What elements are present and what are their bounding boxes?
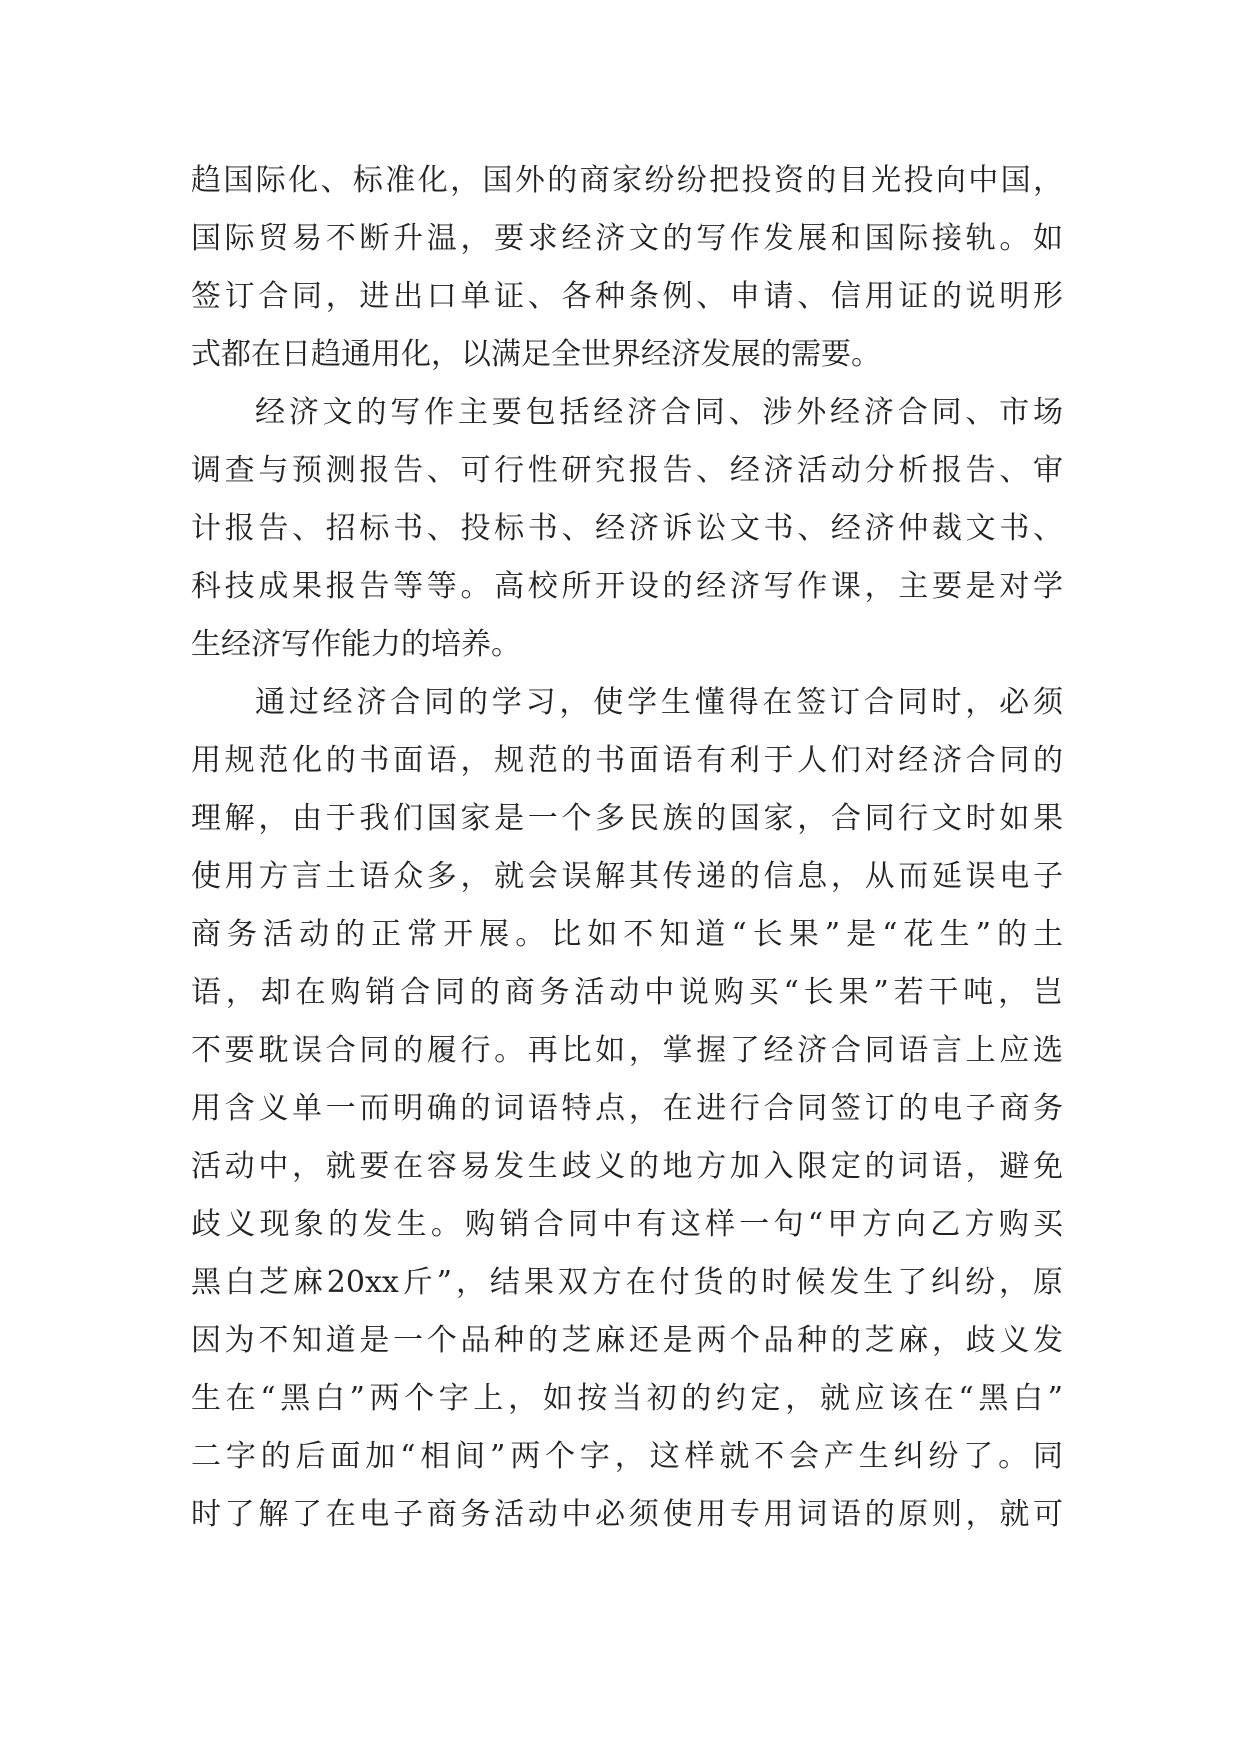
text-line: 商务活动的正常开展。比如不知道“长果”是“花生”的土	[191, 917, 1063, 952]
text-line: 生经济写作能力的培养。	[191, 627, 521, 662]
text-line: 语，却在购销合同的商务活动中说购买“长果”若干吨，岂	[191, 975, 1063, 1010]
text-line: 式都在日趋通用化，以满足全世界经济发展的需要。	[191, 337, 881, 372]
text-line: 不要耽误合同的履行。再比如，掌握了经济合同语言上应选	[191, 1033, 1063, 1068]
text-line: 生在“黑白”两个字上，如按当初的约定，就应该在“黑白”	[191, 1381, 1063, 1416]
paragraph-first-line: 通过经济合同的学习，使学生懂得在签订合同时，必须	[255, 685, 1063, 720]
text-line: 计报告、招标书、投标书、经济诉讼文书、经济仲裁文书、	[191, 511, 1063, 546]
text-line: 用规范化的书面语，规范的书面语有利于人们对经济合同的	[191, 743, 1063, 778]
text-line: 时了解了在电子商务活动中必须使用专用词语的原则，就可	[191, 1497, 1063, 1532]
text-line: 使用方言土语众多，就会误解其传递的信息，从而延误电子	[191, 859, 1063, 894]
text-line: 因为不知道是一个品种的芝麻还是两个品种的芝麻，歧义发	[191, 1323, 1063, 1358]
text-line: 签订合同，进出口单证、各种条例、申请、信用证的说明形	[191, 279, 1063, 314]
text-line: 科技成果报告等等。高校所开设的经济写作课，主要是对学	[191, 569, 1063, 604]
text-line: 黑白芝麻20xx斤”，结果双方在付货的时候发生了纠纷，原	[191, 1265, 1063, 1300]
paragraph-first-line: 经济文的写作主要包括经济合同、涉外经济合同、市场	[255, 395, 1063, 430]
text-line: 用含义单一而明确的词语特点，在进行合同签订的电子商务	[191, 1091, 1063, 1126]
text-line: 调查与预测报告、可行性研究报告、经济活动分析报告、审	[191, 453, 1063, 488]
text-line: 理解，由于我们国家是一个多民族的国家，合同行文时如果	[191, 801, 1063, 836]
text-line: 活动中，就要在容易发生歧义的地方加入限定的词语，避免	[191, 1149, 1063, 1184]
text-line: 趋国际化、标准化，国外的商家纷纷把投资的目光投向中国，	[191, 163, 1063, 198]
text-line: 二字的后面加“相间”两个字，这样就不会产生纠纷了。同	[191, 1439, 1063, 1474]
text-line: 国际贸易不断升温，要求经济文的写作发展和国际接轨。如	[191, 221, 1063, 256]
body-text	[191, 152, 1063, 1544]
text-line: 歧义现象的发生。购销合同中有这样一句“甲方向乙方购买	[191, 1207, 1063, 1242]
